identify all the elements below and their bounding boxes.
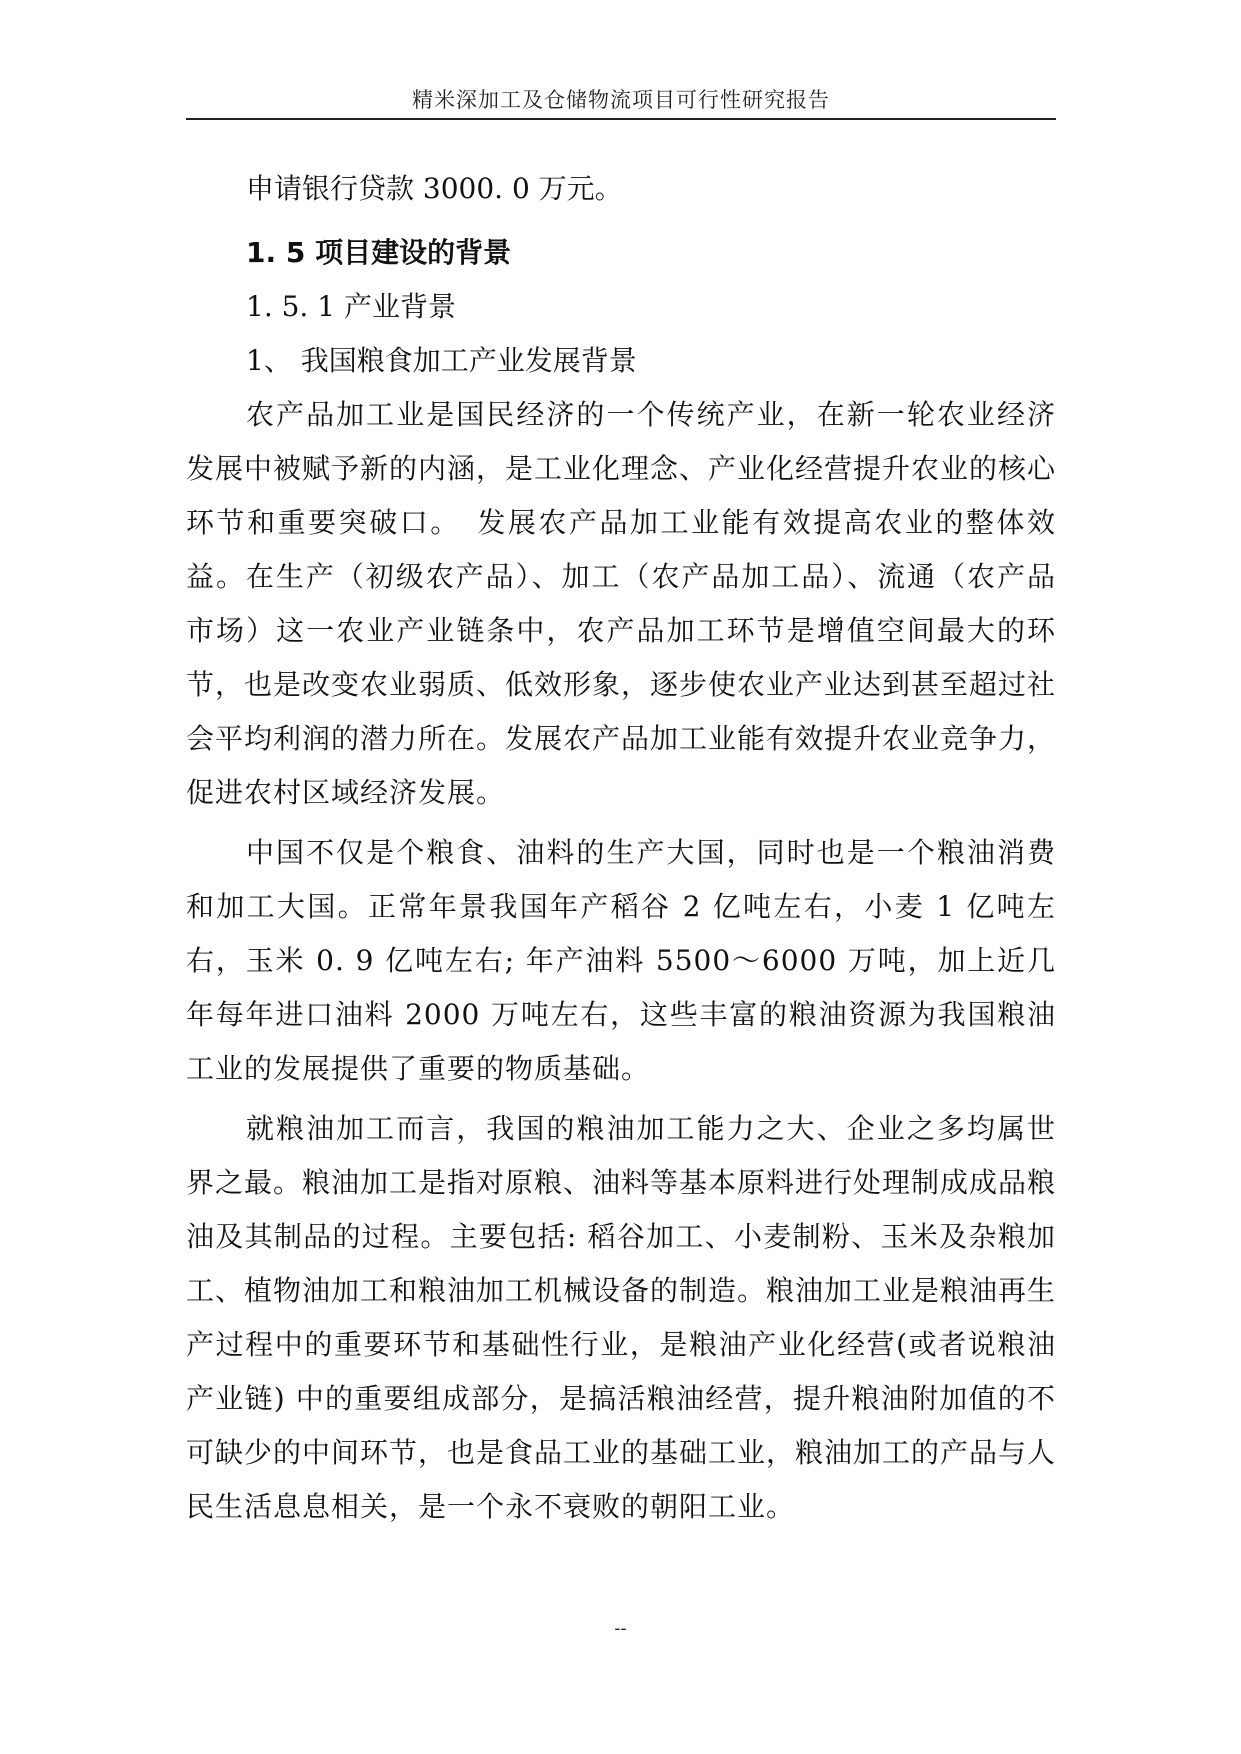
item-heading: 1、 我国粮食加工产业发展背景 <box>246 344 637 377</box>
paragraph: 中国不仅是个粮食、油料的生产大国，同时也是一个粮油消费和加工大国。正常年景我国年产稻谷 2 亿吨左右，小麦 1 亿吨左右，玉米 0. 9 亿吨左右; 年产油料 5500～6000 万吨，加上近几年每年进口油料 2000 万吨左右，这些丰富的粮油资源为我国粮油工业的发展提供了重要的物质基础。 <box>186 836 1056 1085</box>
subsection-heading: 1. 5. 1 产业背景 <box>246 290 456 323</box>
paragraph: 就粮油加工而言，我国的粮油加工能力之大、企业之多均属世界之最。粮油加工是指对原粮、油料等基本原料进行处理制成成品粮油及其制品的过程。主要包括: 稻谷加工、小麦制粉、玉米及杂粮加工、植物油加工和粮油加工机械设备的制造。粮油加工业是粮油再生产过程中的重要环节和基础性行业，是粮油产业化经营(或者说粮油产业链) 中的重要组成部分，是搞活粮油经营，提升粮油附加值的不可缺少的中间环节，也是食品工业的基础工业，粮油加工的产品与人民生活息息相关，是一个永不衰败的朝阳工业。 <box>186 1112 1057 1523</box>
loan-line: 申请银行贷款 3000. 0 万元。 <box>246 172 623 205</box>
section-heading: 1. 5 项目建设的背景 <box>246 236 512 269</box>
paragraph: 农产品加工业是国民经济的一个传统产业，在新一轮农业经济发展中被赋予新的内涵，是工业化理念、产业化经营提升农业的核心环节和重要突破口。 发展农产品加工业能有效提高农业的整体效益。在生产（初级农产品）、加工（农产品加工品）、流通（农产品市场）这一农业产业链条中，农产品加工环节是增值空间最大的环节，也是改变农业弱质、低效形象，逐步使农业产业达到甚至超过社会平均利润的潜力所在。发展农产品加工业能有效提升农业竞争力，促进农村区域经济发展。 <box>186 398 1057 809</box>
page-body <box>186 162 1056 1534</box>
running-header: 精米深加工及仓储物流项目可行性研究报告 <box>412 88 830 112</box>
header-rule <box>186 118 1056 120</box>
page-footer-marker: -- <box>614 1618 627 1639</box>
